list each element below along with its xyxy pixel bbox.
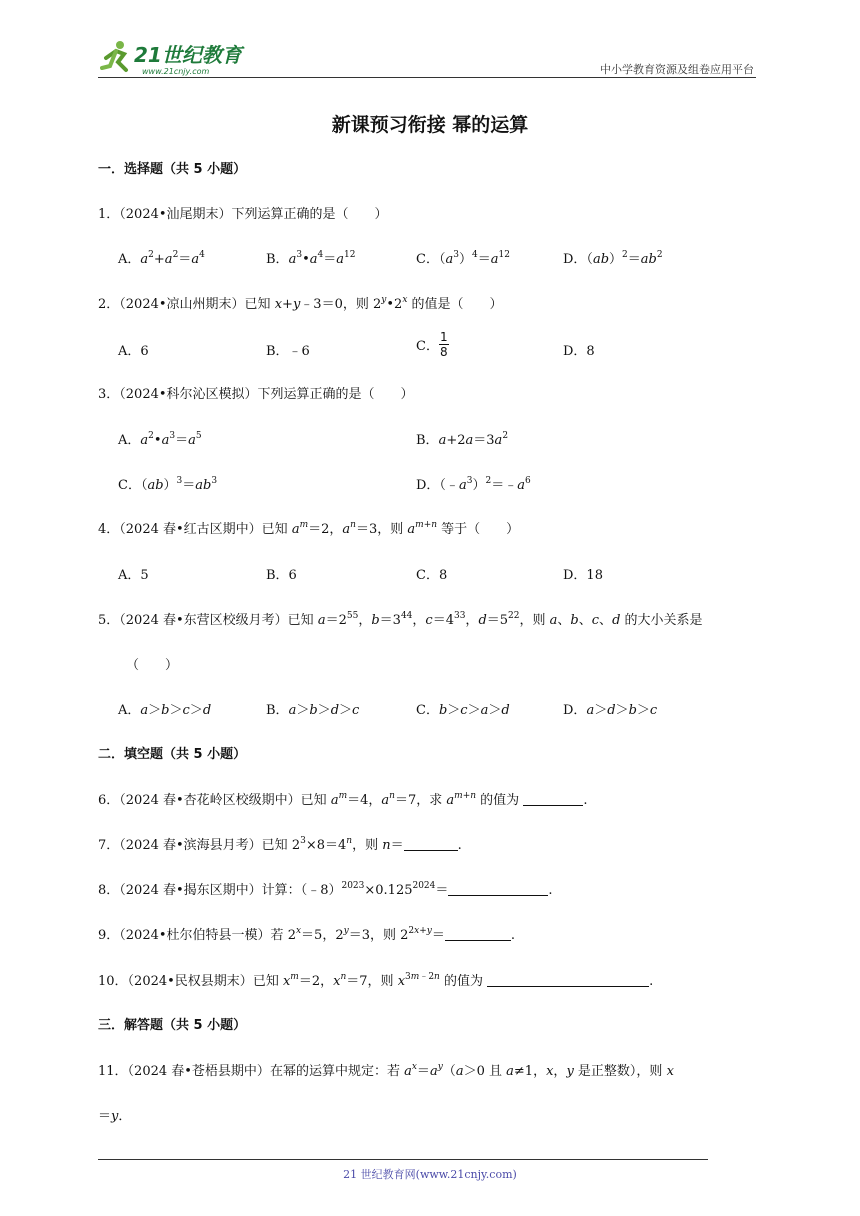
question-7: 7．（2024 春•滨海县月考）已知 $2^3\times 8=4^n$，则 n＝ . <box>98 836 462 853</box>
q5-option-d[interactable]: D．a＞d＞b＞c <box>563 703 658 718</box>
question-11: 11．（2024 春•苍梧县期中）在幂的运算中规定：若 $a^x=a^y(a>0$ 且 a≠1，x，y 是正整数），则 x <box>98 1062 674 1079</box>
q2-option-c[interactable]: C． $\frac{1}{8}$ <box>416 330 448 359</box>
q4-option-d[interactable]: D．18 <box>563 568 603 583</box>
page-title: 新课预习衔接 幂的运算 <box>331 114 529 136</box>
question-11-continuation: ＝y． <box>98 1109 132 1124</box>
q2-option-a[interactable]: A．6 <box>118 344 149 359</box>
section-fill-heading: 二．填空题（共 5 小题） <box>98 747 247 762</box>
logo-url: www.21cnjy.com <box>142 67 210 76</box>
q4-option-b[interactable]: B．6 <box>266 568 297 583</box>
question-5-bracket: （ ） <box>126 658 179 673</box>
answer-blank[interactable] <box>448 883 548 896</box>
footer-divider <box>98 1159 708 1160</box>
answer-blank[interactable] <box>404 838 458 851</box>
footer-text[interactable]: 21 世纪教育网(www.21cnjy.com) <box>343 1168 517 1181</box>
q4-option-c[interactable]: C．8 <box>416 568 448 583</box>
question-3: 3．（2024•科尔沁区模拟）下列运算正确的是（ ） <box>98 387 414 402</box>
q1-option-a[interactable]: A．$a^2+a^2=a^4$ <box>118 250 205 267</box>
section-answer-heading: 三．解答题（共 5 小题） <box>98 1018 247 1033</box>
question-5: 5．（2024 春•东营区校级月考）已知 $a=2^{55}$，$b=3^{44}$，$c=4^{33}$，$d=5^{22}$，则 a、b、c、d 的大小关系是 <box>98 611 703 628</box>
runner-icon <box>102 41 126 70</box>
q5-option-c[interactable]: C．b＞c＞a＞d <box>416 703 510 718</box>
q3-option-d[interactable]: D．$(﹣a^3)^2=﹣a^6$ <box>416 476 531 493</box>
q2-option-b[interactable]: B．﹣6 <box>266 344 310 359</box>
header-platform-text: 中小学教育资源及组卷应用平台 <box>600 63 754 76</box>
logo <box>98 38 258 78</box>
q2-option-d[interactable]: D．8 <box>563 344 595 359</box>
question-2: 2．（2024•凉山州期末）已知 x+y﹣3＝0，则 2$^y$•2$^x$ 的值是（ ） <box>98 295 503 312</box>
q1-option-d[interactable]: D．$(ab)^2=ab^2$ <box>563 250 663 267</box>
question-1: 1．（2024•汕尾期末）下列运算正确的是（ ） <box>98 207 388 222</box>
question-9: 9．（2024•杜尔伯特县一模）若 $2^x=5$，$2^y=3$，则 $2^{2x+y}=$ . <box>98 926 515 943</box>
question-10: 10．（2024•民权县期末）已知 $x^m=2$，$x^n=7$，则 $x^{3m﹣2n}$ 的值为 . <box>98 972 654 989</box>
q3-option-c[interactable]: C．$(ab)^3=ab^3$ <box>118 476 218 493</box>
answer-blank[interactable] <box>445 928 511 941</box>
logo-text: 21世纪教育 <box>134 43 242 67</box>
question-6: 6．（2024 春•杏花岭区校级期中）已知 $a^m=4$，$a^n=7$，求 $a^{m+n}$ 的值为 . <box>98 791 588 808</box>
answer-blank[interactable] <box>487 974 649 987</box>
q4-option-a[interactable]: A．5 <box>118 568 149 583</box>
q5-option-b[interactable]: B．a＞b＞d＞c <box>266 703 360 718</box>
q1-option-c[interactable]: C．$(a^3)^4=a^{12}$ <box>416 250 510 267</box>
question-8: 8．（2024 春•揭东区期中）计算：$(﹣8)^{2023}\times 0.125^{2024}=$ . <box>98 881 553 898</box>
q3-option-a[interactable]: A．$a^2•a^3=a^5$ <box>118 431 202 448</box>
q1-option-b[interactable]: B．$a^3•a^4=a^{12}$ <box>266 250 356 267</box>
answer-blank[interactable] <box>523 793 583 806</box>
section-choice-heading: 一．选择题（共 5 小题） <box>98 162 247 177</box>
question-4: 4．（2024 春•红古区期中）已知 $a^m=2$，$a^n=3$，则 $a^{m+n}$ 等于（ ） <box>98 520 520 537</box>
q5-option-a[interactable]: A．a＞b＞c＞d <box>118 703 212 718</box>
q3-option-b[interactable]: B．$a+2a=3a^2$ <box>416 431 509 448</box>
header-divider <box>98 77 756 78</box>
